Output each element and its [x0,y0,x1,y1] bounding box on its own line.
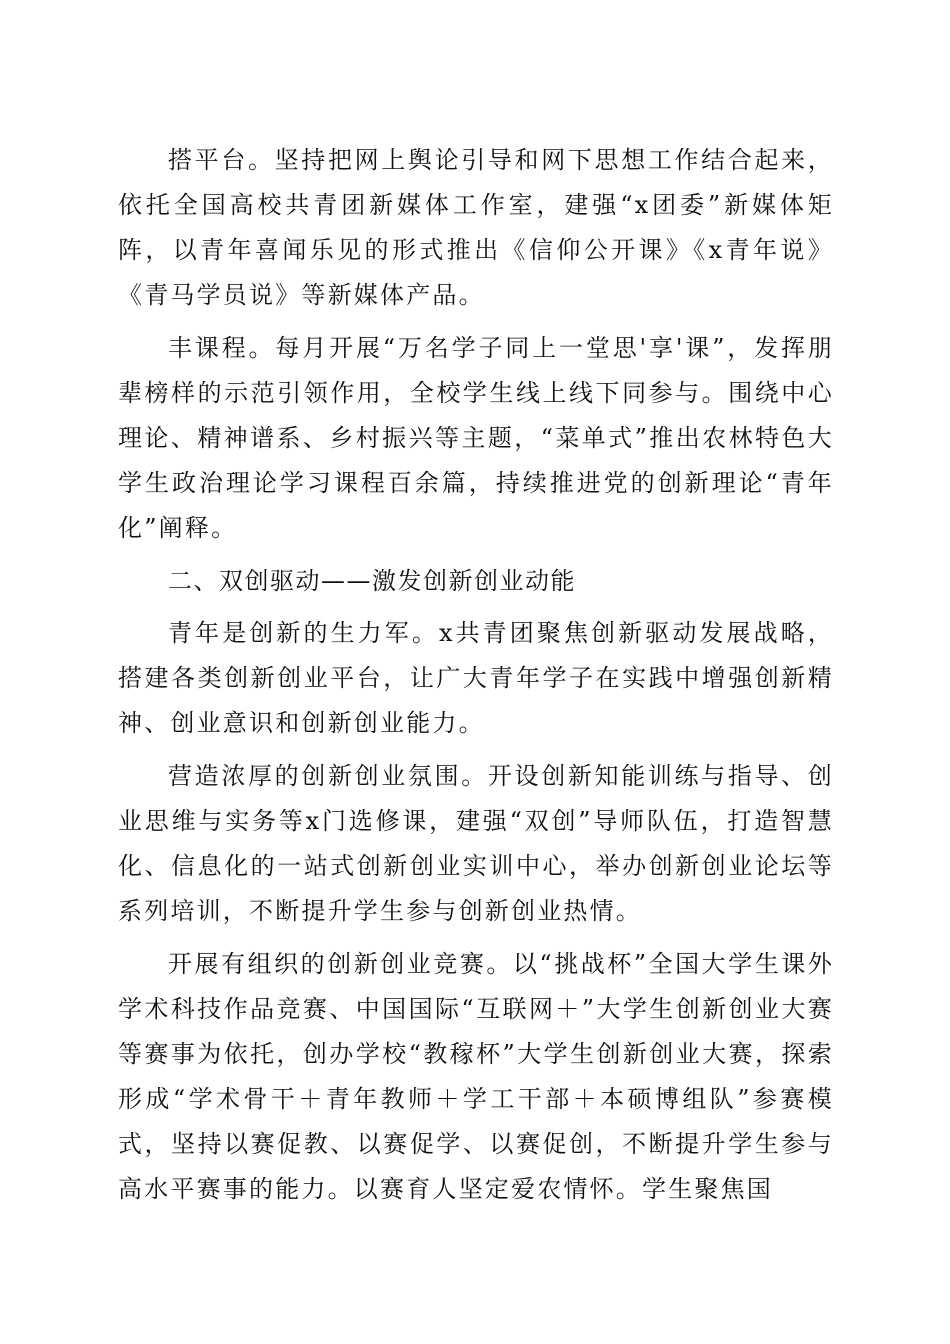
paragraph-courses: 丰课程。每月开展“万名学子同上一堂思'享'课”，发挥朋辈榜样的示范引领作用，全校学生线上线下同参与。围绕中心理论、精神谱系、乡村振兴等主题，“菜单式”推出农林特色大学生政治理论学习课程百余篇，持续推进党的创新理论“青年化”阐释。 [118,334,834,542]
paragraph-innovation-intro: 青年是创新的生力军。x共青团聚焦创新驱动发展战略，搭建各类创新创业平台，让广大青年学子在实践中增强创新精神、创业意识和创新创业能力。 [118,619,834,737]
document-page [118,138,834,1220]
section-heading: 二、双创驱动——激发创新创业动能 [168,567,576,595]
paragraph-atmosphere: 营造浓厚的创新创业氛围。开设创新知能训练与指导、创业思维与实务等x门选修课，建强“双创”导师队伍，打造智慧化、信息化的一站式创新创业实训中心，举办创新创业论坛等系列培训，不断提升学生参与创新创业热情。 [118,762,834,925]
paragraph-platform: 搭平台。坚持把网上舆论引导和网下思想工作结合起来，依托全国高校共青团新媒体工作室，建强“x团委”新媒体矩阵，以青年喜闻乐见的形式推出《信仰公开课》《x青年说》《青马学员说》等新媒体产品。 [118,146,834,309]
paragraph-competitions: 开展有组织的创新创业竞赛。以“挑战杯”全国大学生课外学术科技作品竞赛、中国国际“互联网＋”大学生创新创业大赛等赛事为依托，创办学校“教稼杯”大学生创新创业大赛，探索形成“学术骨干＋青年教师＋学工干部＋本硕博组队”参赛模式，坚持以赛促教、以赛促学、以赛促创，不断提升学生参与高水平赛事的能力。以赛育人坚定爱农情怀。学生聚焦国 [118,950,834,1203]
